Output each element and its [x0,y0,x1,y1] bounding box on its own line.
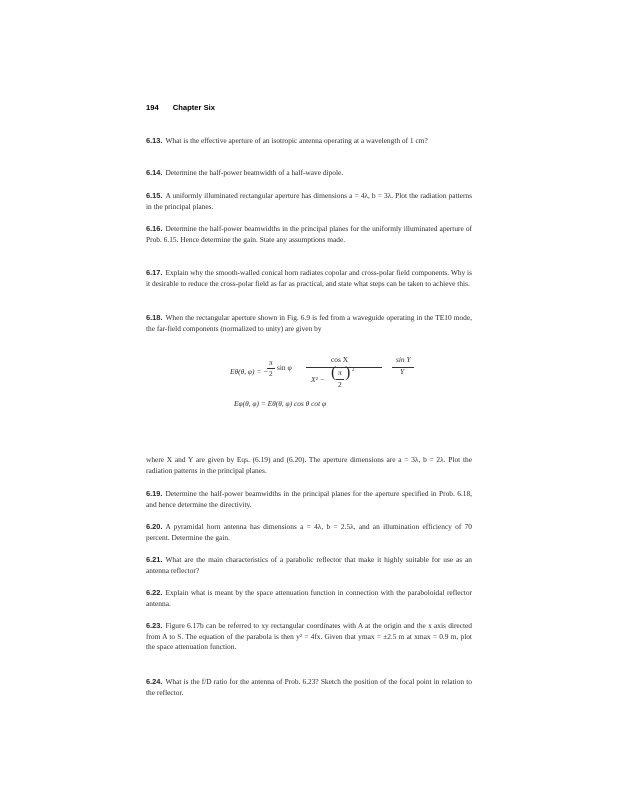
problem-6-16: 6.16. Determine the half-power beamwidths in the principal planes for the uniformly illuminated aperture of Prob. 6.15. Hence determine the gain. State any assumptions made. [146,224,472,244]
page-number: 194 [146,103,159,112]
problem-6-22: 6.22. Explain what is meant by the space attenuation function in connection with the paraboloidal reflector antenna. [146,588,472,608]
problem-6-18-continued: where X and Y are given by Eqs. (6.19) and (6.20). The aperture dimensions are a = 3λ, b = 2λ. Plot the radiation patterns in the principal planes. [146,455,472,475]
problem-6-17: 6.17. Explain why the smooth-walled conical horn radiates copolar and cross-polar field components. Why is it desirable to reduce the cross-polar field as far as practical, and state what steps can be taken to achieve this. [146,268,472,288]
problem-6-13: 6.13. What is the effective aperture of an isotropic antenna operating at a wavelength of 1 cm? [146,136,428,145]
problem-6-24: 6.24. What is the f/D ratio for the antenna of Prob. 6.23? Sketch the position of the focal point in relation to the reflector. [146,677,472,697]
problem-6-23: 6.23. Figure 6.17b can be referred to xy rectangular coordinates with A at the origin and the x axis directed from A to S. The equation of the parabola is then y² = 4fx. Given that ymax = ±2.5 m at xmax = 0.9 m, plot the space attenuation function. [146,621,472,652]
problem-6-19: 6.19. Determine the half-power beamwidths in the principal planes for the aperture specified in Prob. 6.18, and hence determine the directivity. [146,489,472,509]
far-field-equation: Eθ(θ, φ) = − π 2 sin φ cos X X² − ( π 2 ) 2 sin Y Y Eφ(θ, φ) = Eθ(θ, φ) cos θ cot φ [146,355,472,435]
problem-6-15: 6.15. A uniformly illuminated rectangular aperture has dimensions a = 4λ, b = 3λ. Plot the radiation patterns in the principal planes. [146,191,472,211]
problem-6-21: 6.21. What are the main characteristics of a parabolic reflector that make it highly suitable for use as an antenna reflector? [146,555,472,575]
page-header [146,103,472,114]
problem-6-18: 6.18. When the rectangular aperture shown in Fig. 6.9 is fed from a waveguide operating in the TE10 mode, the far-field components (normalized to unity) are given by [146,313,472,333]
problem-6-14: 6.14. Determine the half-power beamwidth of a half-wave dipole. [146,168,344,177]
chapter-title: Chapter Six [172,103,215,112]
problem-6-20: 6.20. A pyramidal horn antenna has dimensions a = 4λ, b = 2.5λ, and an illumination efficiency of 70 percent. Determine the gain. [146,522,472,542]
